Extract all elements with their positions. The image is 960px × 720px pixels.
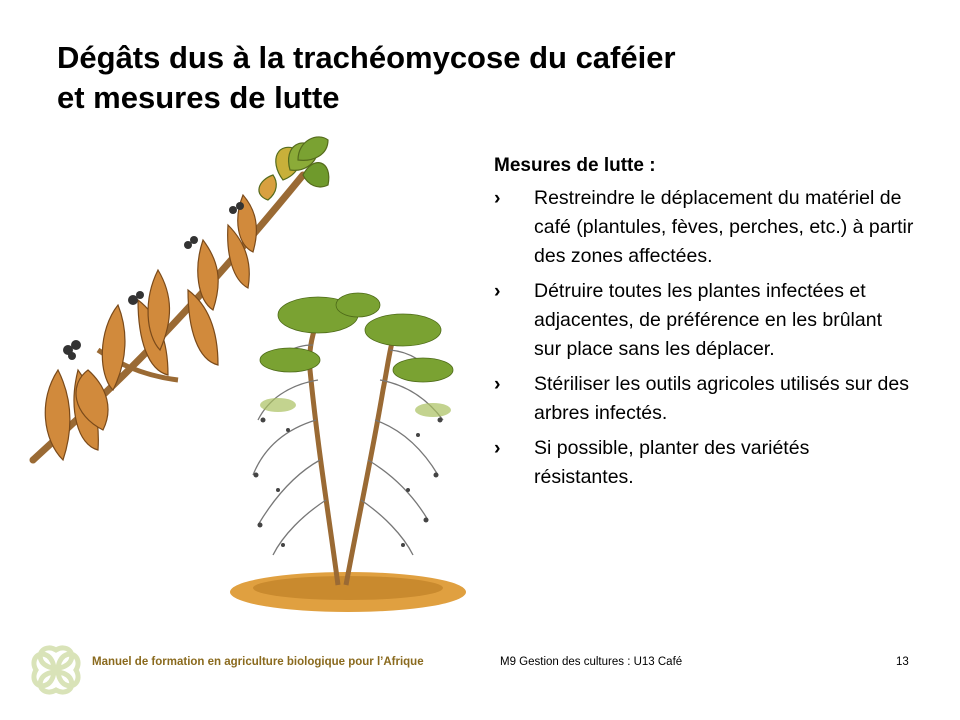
measure-item xyxy=(494,370,914,428)
slide-footer xyxy=(0,640,960,700)
bullet-icon: › xyxy=(494,280,501,302)
slide-title-line-2: et mesures de lutte xyxy=(57,80,340,115)
slide-title xyxy=(57,38,917,118)
measure-item xyxy=(494,277,914,364)
coffee-disease-illustration xyxy=(28,130,468,620)
measure-item xyxy=(494,434,914,492)
wilting-coffee-tree xyxy=(230,293,466,612)
measure-item-text: Stériliser les outils agricoles utilisés sur des arbres infectés. xyxy=(534,373,909,424)
measure-item xyxy=(494,184,914,271)
measure-item-text: Si possible, planter des variétés résistantes. xyxy=(534,437,810,488)
bullet-icon: › xyxy=(494,373,501,395)
bullet-icon: › xyxy=(494,437,501,459)
control-measures xyxy=(494,154,914,498)
slide-title-line-1: Dégâts dus à la trachéomycose du caféier xyxy=(57,40,676,75)
measure-item-text: Restreindre le déplacement du matériel de café (plantules, fèves, perches, etc.) à partir des zones affectées. xyxy=(534,187,914,267)
footer-manual-title: Manuel de formation en agriculture biologique pour l’Afrique xyxy=(92,656,424,668)
footer-module: M9 Gestion des cultures : U13 Café xyxy=(500,656,683,668)
measures-heading: Mesures de lutte : xyxy=(494,155,656,176)
measure-item-text: Détruire toutes les plantes infectées et adjacentes, de préférence en les brûlant sur place sans les déplacer. xyxy=(534,280,882,360)
measures-list xyxy=(494,184,914,492)
diseased-branch xyxy=(33,137,329,460)
knot-logo-icon xyxy=(28,642,84,698)
bullet-icon: › xyxy=(494,187,501,209)
page-number: 13 xyxy=(896,656,909,668)
